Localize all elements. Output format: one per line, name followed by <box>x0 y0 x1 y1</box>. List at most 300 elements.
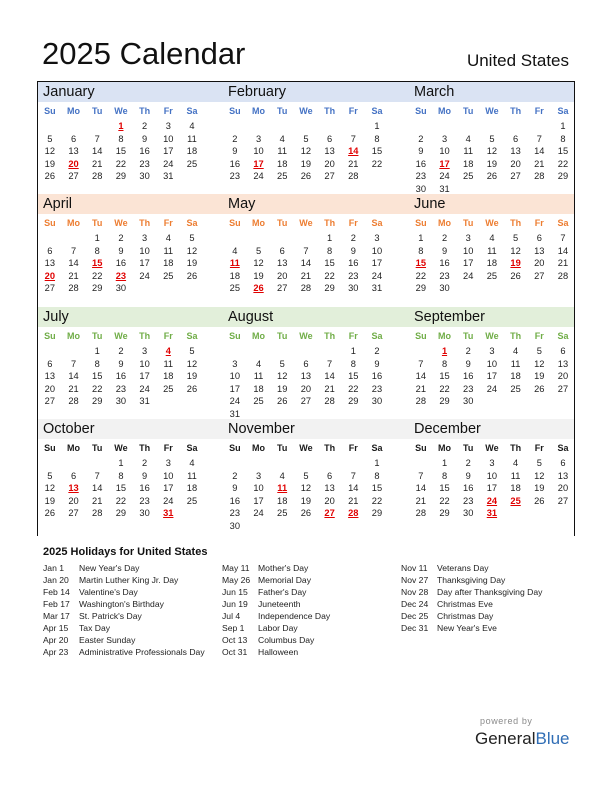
weekday-label: Mo <box>67 106 81 116</box>
day-cell: 10 <box>439 146 450 156</box>
weekday-label: Fr <box>348 443 358 453</box>
day-cell: 6 <box>303 358 309 369</box>
holiday-date: Sep 1 <box>222 623 245 633</box>
empty-day-cell <box>247 345 271 358</box>
holiday-name: Valentine's Day <box>79 587 138 597</box>
day-cell: 31 <box>139 396 150 406</box>
holiday-name: Memorial Day <box>258 575 312 585</box>
day-cell: 13 <box>300 371 312 381</box>
day-cell: 6 <box>279 245 285 256</box>
holiday-day-cell: 4 <box>165 346 171 356</box>
holiday-item <box>43 574 205 586</box>
day-cell: 16 <box>348 258 359 268</box>
day-grid <box>409 457 575 520</box>
day-cell: 30 <box>463 508 474 518</box>
day-cell: 25 <box>186 158 198 169</box>
day-cell: 28 <box>415 396 427 406</box>
day-cell: 30 <box>348 283 359 293</box>
holiday-day-cell: 24 <box>486 495 498 506</box>
day-cell: 3 <box>255 133 262 144</box>
day-cell: 4 <box>232 245 238 256</box>
day-cell: 17 <box>463 258 474 268</box>
empty-day-cell <box>223 120 247 133</box>
day-cell: 24 <box>463 270 474 281</box>
day-cell: 22 <box>92 270 103 281</box>
day-cell: 11 <box>510 470 521 481</box>
day-cell: 15 <box>324 258 335 268</box>
week-row <box>223 120 389 133</box>
day-cell: 21 <box>68 383 79 394</box>
weekday-label: Mo <box>252 106 266 116</box>
day-cell: 24 <box>486 383 498 394</box>
day-cell: 10 <box>253 483 264 493</box>
week-row <box>223 482 389 495</box>
weekday-label: Fr <box>534 443 544 453</box>
day-cell: 27 <box>534 270 545 281</box>
holiday-name: Juneteenth <box>258 599 301 609</box>
empty-day-cell <box>180 170 204 183</box>
day-cell: 14 <box>300 258 312 268</box>
weekday-label: Th <box>324 218 336 228</box>
empty-day-cell <box>223 232 247 245</box>
day-cell: 19 <box>44 495 56 506</box>
day-cell: 18 <box>186 483 198 493</box>
day-cell: 13 <box>510 146 521 156</box>
day-cell: 12 <box>300 146 312 156</box>
holiday-name: Halloween <box>258 647 299 657</box>
day-cell: 19 <box>186 258 198 268</box>
empty-day-cell <box>294 120 318 133</box>
week-row <box>223 232 389 245</box>
empty-day-cell <box>270 520 294 533</box>
month-november <box>223 419 389 531</box>
day-cell: 8 <box>441 470 448 481</box>
day-cell: 2 <box>142 121 148 131</box>
week-row <box>409 507 575 520</box>
day-cell: 1 <box>418 233 424 243</box>
empty-day-cell <box>504 395 528 408</box>
weekday-label: Tu <box>92 443 103 453</box>
day-cell: 16 <box>115 371 127 381</box>
day-cell: 14 <box>92 483 103 493</box>
empty-day-cell <box>85 457 109 470</box>
week-row <box>223 170 389 183</box>
month-may <box>223 194 389 306</box>
day-cell: 28 <box>92 508 103 518</box>
weekday-label: Mo <box>67 443 81 453</box>
holiday-day-cell: 1 <box>441 346 448 356</box>
day-cell: 7 <box>350 470 356 481</box>
day-cell: 11 <box>463 146 474 156</box>
weekday-label: Sa <box>186 443 198 453</box>
day-cell: 24 <box>163 158 174 169</box>
day-cell: 2 <box>118 233 124 243</box>
day-cell: 13 <box>68 146 79 156</box>
empty-day-cell <box>247 457 271 470</box>
day-cell: 20 <box>300 383 312 394</box>
day-cell: 6 <box>70 133 77 144</box>
day-cell: 7 <box>94 470 100 481</box>
empty-day-cell <box>247 232 271 245</box>
holiday-day-cell: 27 <box>324 508 335 518</box>
day-cell: 5 <box>536 346 542 356</box>
month-name: November <box>228 421 295 437</box>
empty-day-cell <box>62 345 86 358</box>
day-cell: 7 <box>303 245 309 256</box>
day-cell: 9 <box>232 146 238 156</box>
day-cell: 28 <box>68 396 79 406</box>
weekday-label: Tu <box>277 218 288 228</box>
empty-day-cell <box>38 120 62 133</box>
weekday-label: Su <box>415 331 427 341</box>
day-cell: 2 <box>465 458 471 468</box>
empty-day-cell <box>318 345 342 358</box>
weekday-label: Tu <box>463 331 474 341</box>
empty-day-cell <box>294 232 318 245</box>
weekday-label: Th <box>139 106 151 116</box>
week-row <box>409 170 575 183</box>
day-cell: 20 <box>534 258 545 268</box>
holiday-column <box>222 562 330 658</box>
day-cell: 15 <box>115 483 127 493</box>
holiday-item <box>43 586 205 598</box>
day-cell: 23 <box>439 270 450 281</box>
day-cell: 11 <box>253 371 264 381</box>
day-cell: 3 <box>142 346 148 356</box>
holiday-date: Nov 28 <box>401 587 429 597</box>
day-cell: 16 <box>415 158 427 169</box>
day-cell: 19 <box>44 158 56 169</box>
day-cell: 6 <box>560 346 566 356</box>
day-cell: 21 <box>534 158 545 169</box>
weekday-label: Su <box>229 443 241 453</box>
month-name: January <box>43 84 95 100</box>
day-cell: 3 <box>489 458 495 468</box>
generalblue-logo[interactable] <box>475 728 570 750</box>
day-cell: 12 <box>486 146 498 156</box>
empty-day-cell <box>270 120 294 133</box>
day-cell: 26 <box>510 270 521 281</box>
month-name: February <box>228 84 287 100</box>
week-row <box>223 470 389 483</box>
month-december <box>409 419 575 531</box>
holiday-name: Christmas Eve <box>437 599 493 609</box>
holiday-item <box>43 562 205 574</box>
day-cell: 2 <box>118 346 124 356</box>
day-cell: 26 <box>534 495 545 506</box>
holiday-date: Jan 1 <box>43 563 65 573</box>
day-cell: 22 <box>415 270 427 281</box>
day-cell: 20 <box>324 158 335 169</box>
day-cell: 21 <box>324 383 335 394</box>
holiday-date: Jul 4 <box>222 611 241 621</box>
weekday-label: Tu <box>463 218 474 228</box>
weekday-label: We <box>299 443 313 453</box>
holiday-item <box>222 598 330 610</box>
day-cell: 23 <box>139 495 150 506</box>
month-january <box>38 82 204 194</box>
holiday-item <box>222 574 330 586</box>
weekday-label: Mo <box>67 218 81 228</box>
day-cell: 1 <box>350 346 356 356</box>
day-cell: 18 <box>463 158 474 169</box>
week-row <box>223 520 389 533</box>
day-cell: 19 <box>534 371 545 381</box>
empty-day-cell <box>504 120 528 133</box>
weekday-label: Sa <box>186 106 198 116</box>
day-cell: 15 <box>348 371 359 381</box>
day-cell: 2 <box>418 133 424 144</box>
day-cell: 6 <box>560 458 566 468</box>
day-cell: 4 <box>513 346 519 356</box>
week-row <box>409 158 575 171</box>
day-cell: 21 <box>348 158 359 169</box>
weekday-header <box>38 329 204 343</box>
week-row <box>409 495 575 508</box>
day-cell: 11 <box>187 133 197 144</box>
week-row <box>38 482 204 495</box>
empty-day-cell <box>180 507 204 520</box>
week-row <box>38 470 204 483</box>
week-row <box>38 495 204 508</box>
week-row <box>223 133 389 146</box>
holiday-name: Thanksgiving Day <box>437 575 506 585</box>
empty-day-cell <box>551 395 575 408</box>
empty-day-cell <box>223 345 247 358</box>
holiday-item <box>401 610 542 622</box>
day-cell: 8 <box>118 470 124 481</box>
week-row <box>409 370 575 383</box>
day-cell: 21 <box>300 270 312 281</box>
empty-day-cell <box>527 395 551 408</box>
day-cell: 21 <box>92 158 103 169</box>
holiday-name: St. Patrick's Day <box>79 611 142 621</box>
day-cell: 26 <box>300 508 312 518</box>
country-label: United States <box>466 51 569 70</box>
weekday-label: Mo <box>438 331 452 341</box>
day-cell: 13 <box>534 245 545 256</box>
week-row <box>223 370 389 383</box>
holiday-name: Columbus Day <box>258 635 315 645</box>
holiday-name: Easter Sunday <box>79 635 136 645</box>
day-cell: 13 <box>557 358 569 369</box>
weekday-label: Fr <box>534 218 544 228</box>
day-cell: 26 <box>534 383 545 394</box>
day-cell: 13 <box>324 483 335 493</box>
holiday-item <box>43 646 205 658</box>
holiday-name: Veterans Day <box>437 563 489 573</box>
weekday-label: Tu <box>463 443 474 453</box>
day-cell: 5 <box>303 470 309 481</box>
day-cell: 22 <box>115 158 127 169</box>
day-grid <box>409 232 575 295</box>
day-cell: 29 <box>324 283 335 293</box>
day-cell: 27 <box>44 396 56 406</box>
weekday-label: Mo <box>438 218 452 228</box>
empty-day-cell <box>156 395 180 408</box>
day-cell: 31 <box>229 408 241 419</box>
day-cell: 5 <box>536 458 542 468</box>
day-cell: 28 <box>348 171 359 181</box>
month-september <box>409 307 575 419</box>
weekday-label: Th <box>139 218 151 228</box>
quarter-2 <box>38 194 574 306</box>
empty-day-cell <box>527 120 551 133</box>
holiday-item <box>222 586 330 598</box>
empty-day-cell <box>62 457 86 470</box>
empty-day-cell <box>341 120 365 133</box>
day-cell: 7 <box>327 358 333 369</box>
day-cell: 16 <box>229 495 241 506</box>
day-cell: 2 <box>465 346 471 356</box>
holiday-name: Martin Luther King Jr. Day <box>79 575 179 585</box>
week-row <box>38 133 204 146</box>
day-cell: 20 <box>277 270 288 281</box>
day-cell: 15 <box>115 146 127 156</box>
holiday-date: Mar 17 <box>43 611 70 621</box>
day-cell: 31 <box>163 171 174 181</box>
week-row <box>38 120 204 133</box>
holiday-item <box>222 610 330 622</box>
day-cell: 18 <box>253 383 264 394</box>
day-cell: 7 <box>536 133 542 144</box>
weekday-label: Sa <box>371 218 383 228</box>
empty-day-cell <box>38 457 62 470</box>
day-cell: 22 <box>324 270 335 281</box>
weekday-label: Fr <box>534 331 544 341</box>
day-cell: 12 <box>277 371 288 381</box>
day-cell: 30 <box>115 396 127 406</box>
month-name: September <box>414 309 485 325</box>
weekday-header <box>38 216 204 230</box>
day-cell: 6 <box>327 470 333 481</box>
weekday-label: Tu <box>277 331 288 341</box>
day-cell: 29 <box>115 508 127 518</box>
day-cell: 24 <box>229 396 241 406</box>
week-row <box>38 282 204 295</box>
day-cell: 23 <box>463 383 474 394</box>
day-cell: 10 <box>139 245 150 256</box>
day-cell: 1 <box>118 458 124 468</box>
empty-day-cell <box>294 457 318 470</box>
holiday-item <box>222 646 330 658</box>
holiday-day-cell: 23 <box>115 270 127 281</box>
day-cell: 30 <box>115 283 127 293</box>
weekday-header <box>223 216 389 230</box>
weekday-label: Su <box>415 443 427 453</box>
day-cell: 4 <box>465 133 471 144</box>
week-row <box>223 282 389 295</box>
day-cell: 26 <box>300 171 312 181</box>
weekday-label: Th <box>324 443 336 453</box>
day-cell: 24 <box>439 171 450 181</box>
empty-day-cell <box>341 457 365 470</box>
weekday-label: We <box>485 218 499 228</box>
day-cell: 13 <box>557 470 569 481</box>
week-row <box>409 482 575 495</box>
weekday-label: We <box>114 218 128 228</box>
day-cell: 12 <box>534 470 545 481</box>
weekday-header <box>409 216 575 230</box>
holiday-name: Father's Day <box>258 587 307 597</box>
day-cell: 27 <box>44 283 56 293</box>
day-cell: 14 <box>92 146 103 156</box>
weekday-label: Su <box>415 218 427 228</box>
week-row <box>38 370 204 383</box>
empty-day-cell <box>433 120 457 133</box>
day-cell: 25 <box>277 171 288 181</box>
weekday-label: Th <box>510 443 522 453</box>
day-cell: 19 <box>300 158 312 169</box>
weekday-label: Tu <box>92 331 103 341</box>
holiday-day-cell: 20 <box>68 158 79 169</box>
weekday-label: Th <box>324 331 336 341</box>
holiday-date: Jan 20 <box>43 575 69 585</box>
day-cell: 14 <box>324 371 335 381</box>
day-cell: 8 <box>374 470 380 481</box>
weekday-label: Th <box>510 218 522 228</box>
day-cell: 22 <box>115 495 127 506</box>
day-cell: 7 <box>350 133 356 144</box>
week-row <box>38 383 204 396</box>
weekday-label: Sa <box>186 218 198 228</box>
day-cell: 14 <box>415 483 427 493</box>
weekday-label: Mo <box>438 443 452 453</box>
day-cell: 2 <box>142 458 148 468</box>
day-cell: 2 <box>374 346 380 356</box>
month-april <box>38 194 204 306</box>
day-cell: 21 <box>68 270 79 281</box>
month-august <box>223 307 389 419</box>
day-cell: 4 <box>513 458 519 468</box>
day-grid <box>38 232 204 295</box>
day-cell: 10 <box>486 358 498 369</box>
holiday-name: Administrative Professionals Day <box>79 647 205 657</box>
week-row <box>409 133 575 146</box>
holiday-item <box>222 562 330 574</box>
empty-day-cell <box>85 120 109 133</box>
week-row <box>409 358 575 371</box>
day-cell: 23 <box>348 270 359 281</box>
calendar-grid <box>37 81 575 536</box>
quarter-4 <box>38 419 574 531</box>
day-cell: 1 <box>94 233 100 243</box>
day-cell: 9 <box>142 133 148 144</box>
empty-day-cell <box>180 282 204 295</box>
weekday-label: Fr <box>163 331 173 341</box>
day-cell: 28 <box>415 508 427 518</box>
holiday-column <box>43 562 205 658</box>
weekday-header <box>409 441 575 455</box>
holiday-item <box>43 622 205 634</box>
day-cell: 28 <box>68 283 79 293</box>
day-cell: 22 <box>348 383 359 394</box>
day-cell: 5 <box>189 346 195 356</box>
holiday-day-cell: 31 <box>486 508 498 518</box>
empty-day-cell <box>527 282 551 295</box>
day-cell: 21 <box>348 495 359 506</box>
day-cell: 29 <box>348 396 359 406</box>
day-cell: 10 <box>139 358 150 369</box>
day-cell: 22 <box>92 383 103 394</box>
day-cell: 10 <box>486 470 498 481</box>
week-row <box>38 257 204 270</box>
week-row <box>38 358 204 371</box>
day-cell: 19 <box>186 371 198 381</box>
day-cell: 29 <box>439 508 450 518</box>
day-cell: 17 <box>486 371 498 381</box>
day-cell: 12 <box>253 258 264 268</box>
